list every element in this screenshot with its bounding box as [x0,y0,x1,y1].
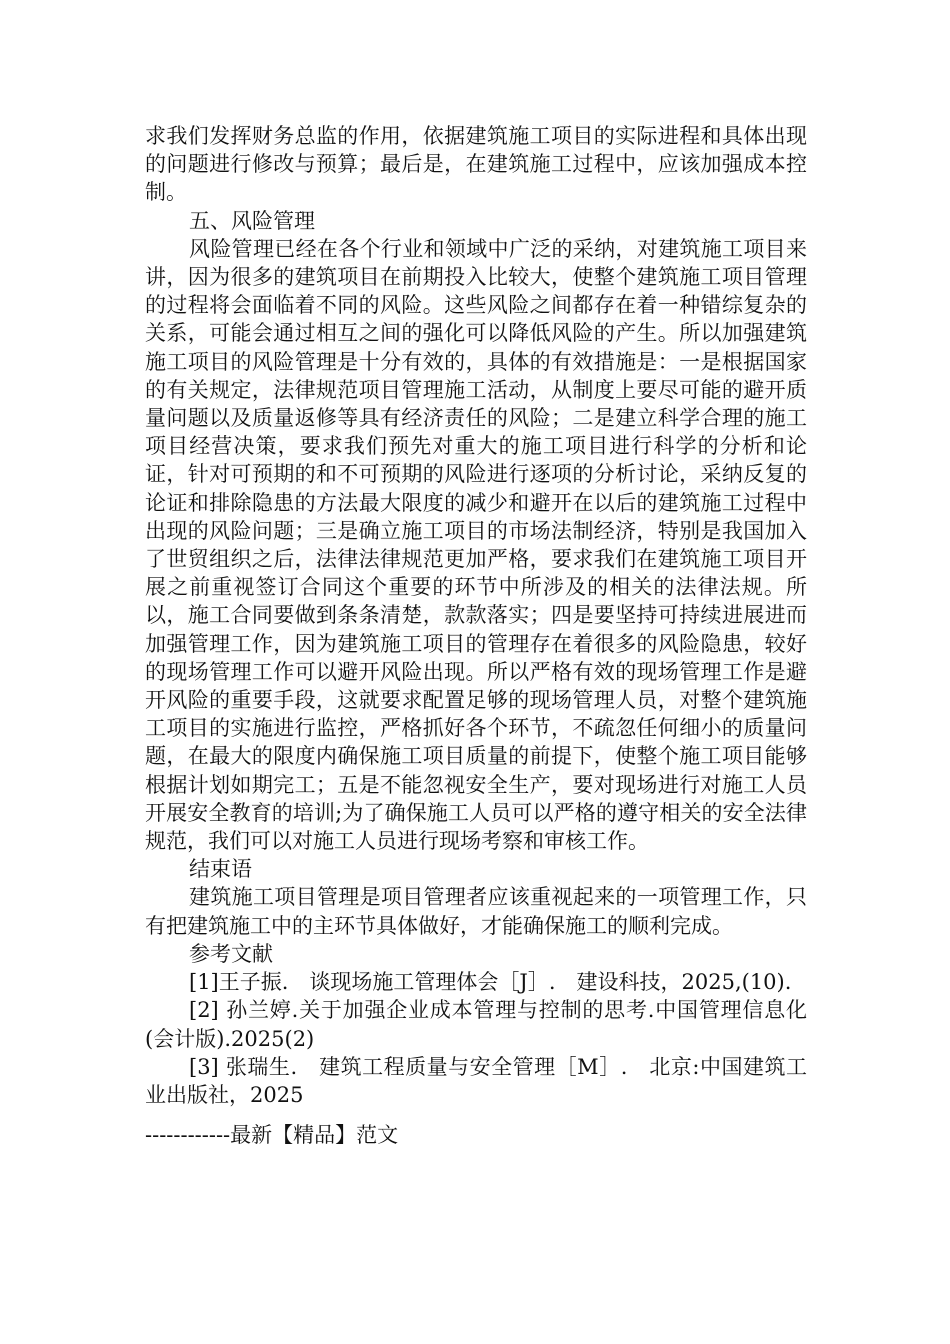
section-heading-conclusion: 结束语 [189,857,252,882]
reference-item-2: [2] 孙兰婷.关于加强企业成本管理与控制的思考.中国管理信息化(会计版).2025(2) [145,998,807,1051]
reference-item-1: [1]王子振. 谈现场施工管理体会［J］. 建设科技，2025,(10). [189,970,792,995]
section-heading-references: 参考文献 [189,941,273,966]
reference-item-3: [3] 张瑞生. 建筑工程质量与安全管理［M］. 北京:中国建筑工业出版社，2025 [145,1054,807,1107]
paragraph-cost-control-end: 求我们发挥财务总监的作用，依据建筑施工项目的实际进程和具体出现的问题进行修改与预算；最后是，在建筑施工过程中，应该加强成本控制。 [145,124,807,205]
section-heading-risk-management: 五、风险管理 [189,208,315,233]
paragraph-risk-management: 风险管理已经在各个行业和领域中广泛的采纳，对建筑施工项目来讲，因为很多的建筑项目在前期投入比较大，使整个建筑施工项目管理的过程将会面临着不同的风险。这些风险之间都存在着一种错综复杂的关系，可能会通过相互之间的强化可以降低风险的产生。所以加强建筑施工项目的风险管理是十分有效的，具体的有效措施是：一是根据国家的有关规定，法律规范项目管理施工活动，从制度上要尽可能的避开质量问题以及质量返修等具有经济责任的风险；二是建立科学合理的施工项目经营决策，要求我们预先对重大的施工项目进行科学的分析和论证，针对可预期的和不可预期的风险进行逐项的分析讨论，采纳反复的论证和排除隐患的方法最大限度的减少和避开在以后的建筑施工过程中出现的风险问题；三是确立施工项目的市场法制经济，特别是我国加入了世贸组织之后，法律法律规范更加严格，要求我们在建筑施工项目开展之前重视签订合同这个重要的环节中所涉及的相关的法律法规。所以，施工合同要做到条条清楚，款款落实；四是要坚持可持续进展进而加强管理工作，因为建筑施工项目的管理存在着很多的风险隐患，较好的现场管理工作可以避开风险出现。所以严格有效的现场管理工作是避开风险的重要手段，这就要求配置足够的现场管理人员，对整个建筑施工项目的实施进行监控，严格抓好各个环节，不疏忽任何细小的质量问题，在最大的限度内确保施工项目质量的前提下，使整个施工项目能够根据计划如期完工；五是不能忽视安全生产，要对现场进行对施工人员开展安全教育的培训;为了确保施工人员可以严格的遵守相关的安全法律规范，我们可以对施工人员进行现场考察和审核工作。 [145,236,807,854]
document-body [145,122,807,1109]
paragraph-conclusion: 建筑施工项目管理是项目管理者应该重视起来的一项管理工作，只有把建筑施工中的主环节具体做好，才能确保施工的顺利完成。 [145,885,807,938]
footer-tagline: ------------最新【精品】范文 [145,1123,399,1147]
